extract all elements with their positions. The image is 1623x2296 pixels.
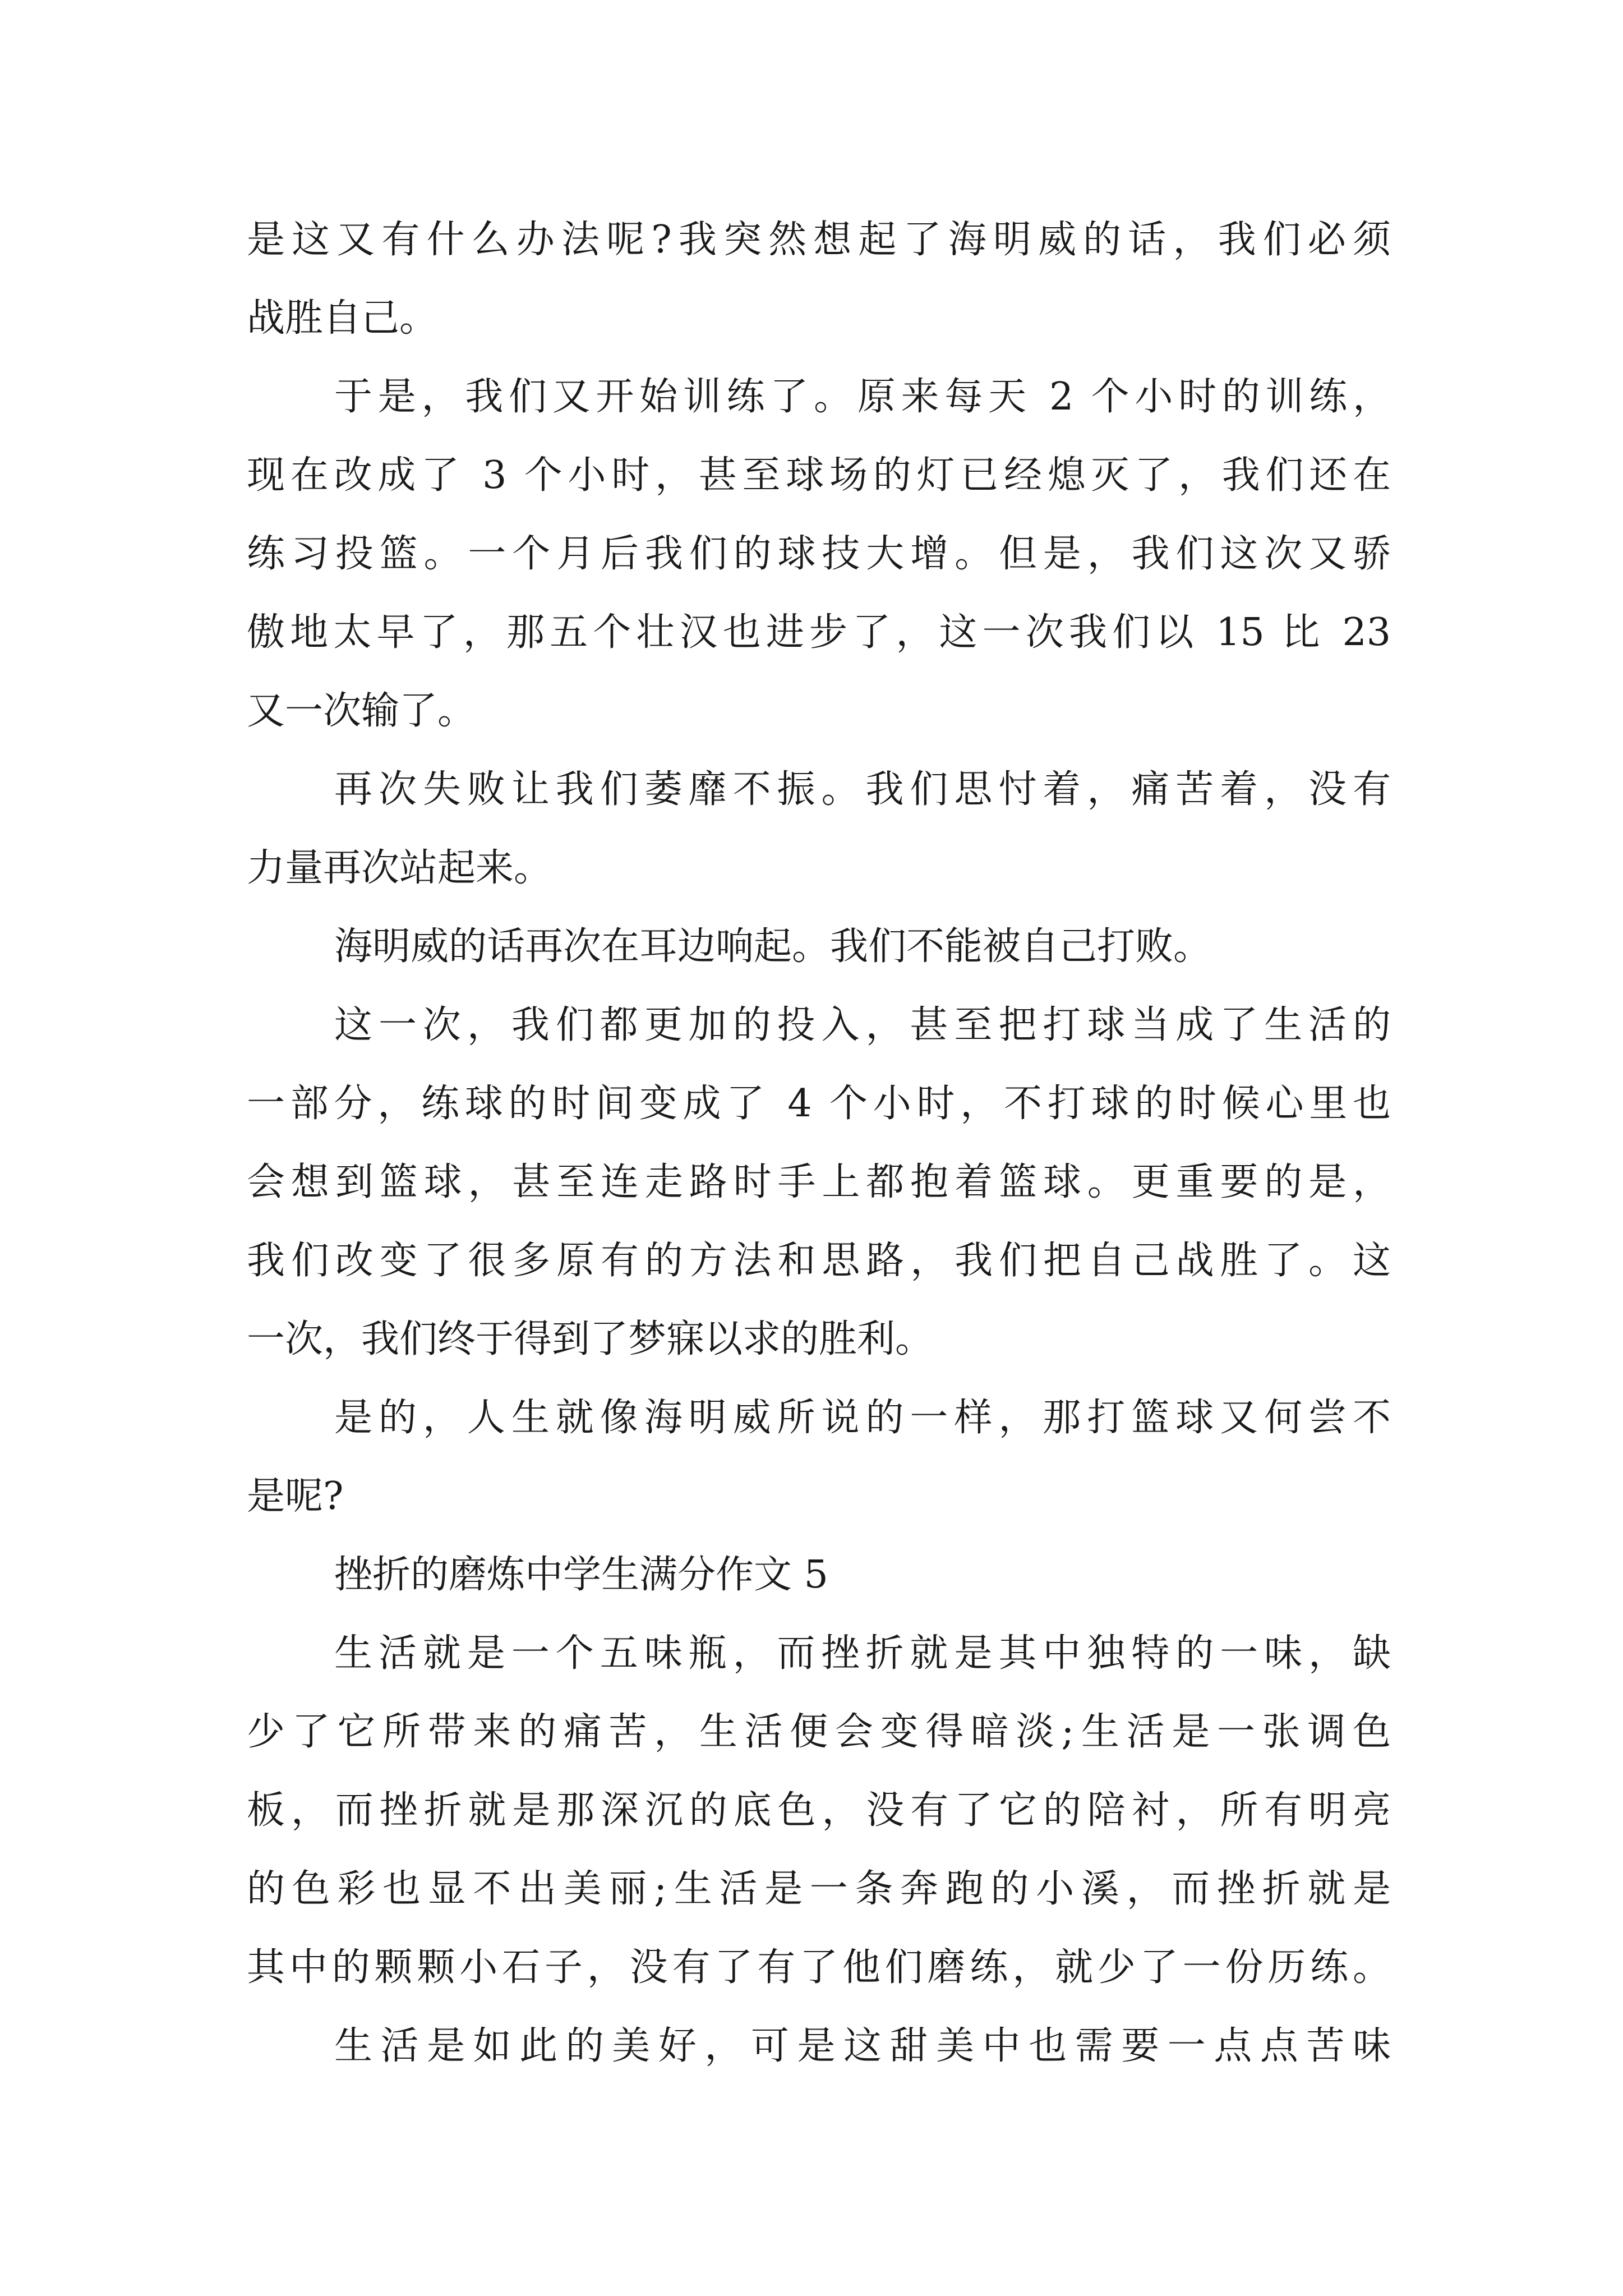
text-line-3: 于是，我们又开始训练了。原来每天 2 个小时的训练，: [334, 375, 1391, 419]
text-line-22: 的色彩也显不出美丽;生活是一条奔跑的小溪，而挫折就是: [247, 1867, 1391, 1911]
text-line-11: 这一次，我们都更加的投入，甚至把打球当成了生活的: [334, 1003, 1391, 1047]
text-line-1: 是这又有什么办法呢?我突然想起了海明威的话，我们必须: [247, 218, 1391, 262]
text-line-5: 练习投篮。一个月后我们的球技大增。但是，我们这次又骄: [247, 532, 1391, 576]
text-line-19: 生活就是一个五味瓶，而挫折就是其中独特的一味，缺: [334, 1631, 1391, 1676]
text-line-7: 又一次输了。: [247, 689, 476, 733]
text-line-2: 战胜自己。: [247, 296, 438, 341]
text-line-6: 傲地太早了，那五个壮汉也进步了，这一次我们以 15 比 23: [247, 610, 1391, 655]
text-line-9: 力量再次站起来。: [247, 846, 552, 890]
text-line-20: 少了它所带来的痛苦，生活便会变得暗淡;生活是一张调色: [247, 1710, 1391, 1754]
text-line-14: 我们改变了很多原有的方法和思路，我们把自己战胜了。这: [247, 1239, 1391, 1283]
text-line-4: 现在改成了 3 个小时，甚至球场的灯已经熄灭了，我们还在: [247, 453, 1391, 498]
text-line-21: 板，而挫折就是那深沉的底色，没有了它的陪衬，所有明亮: [247, 1788, 1391, 1833]
section-heading: 挫折的磨炼中学生满分作文 5: [334, 1553, 828, 1597]
text-line-10: 海明威的话再次在耳边响起。我们不能被自己打败。: [334, 924, 1212, 969]
text-line-15: 一次，我们终于得到了梦寐以求的胜利。: [247, 1317, 934, 1361]
text-line-13: 会想到篮球，甚至连走路时手上都抱着篮球。更重要的是，: [247, 1160, 1391, 1204]
text-line-23: 其中的颗颗小石子，没有了有了他们磨练，就少了一份历练。: [247, 1945, 1391, 1990]
text-line-8: 再次失败让我们萎靡不振。我们思忖着，痛苦着，没有: [334, 767, 1391, 812]
text-line-16: 是的，人生就像海明威所说的一样，那打篮球又何尝不: [334, 1396, 1391, 1440]
text-line-17: 是呢?: [247, 1474, 344, 1519]
text-line-24: 生活是如此的美好，可是这甜美中也需要一点点苦味: [334, 2024, 1391, 2068]
text-line-12: 一部分，练球的时间变成了 4 个小时，不打球的时候心里也: [247, 1082, 1391, 1126]
